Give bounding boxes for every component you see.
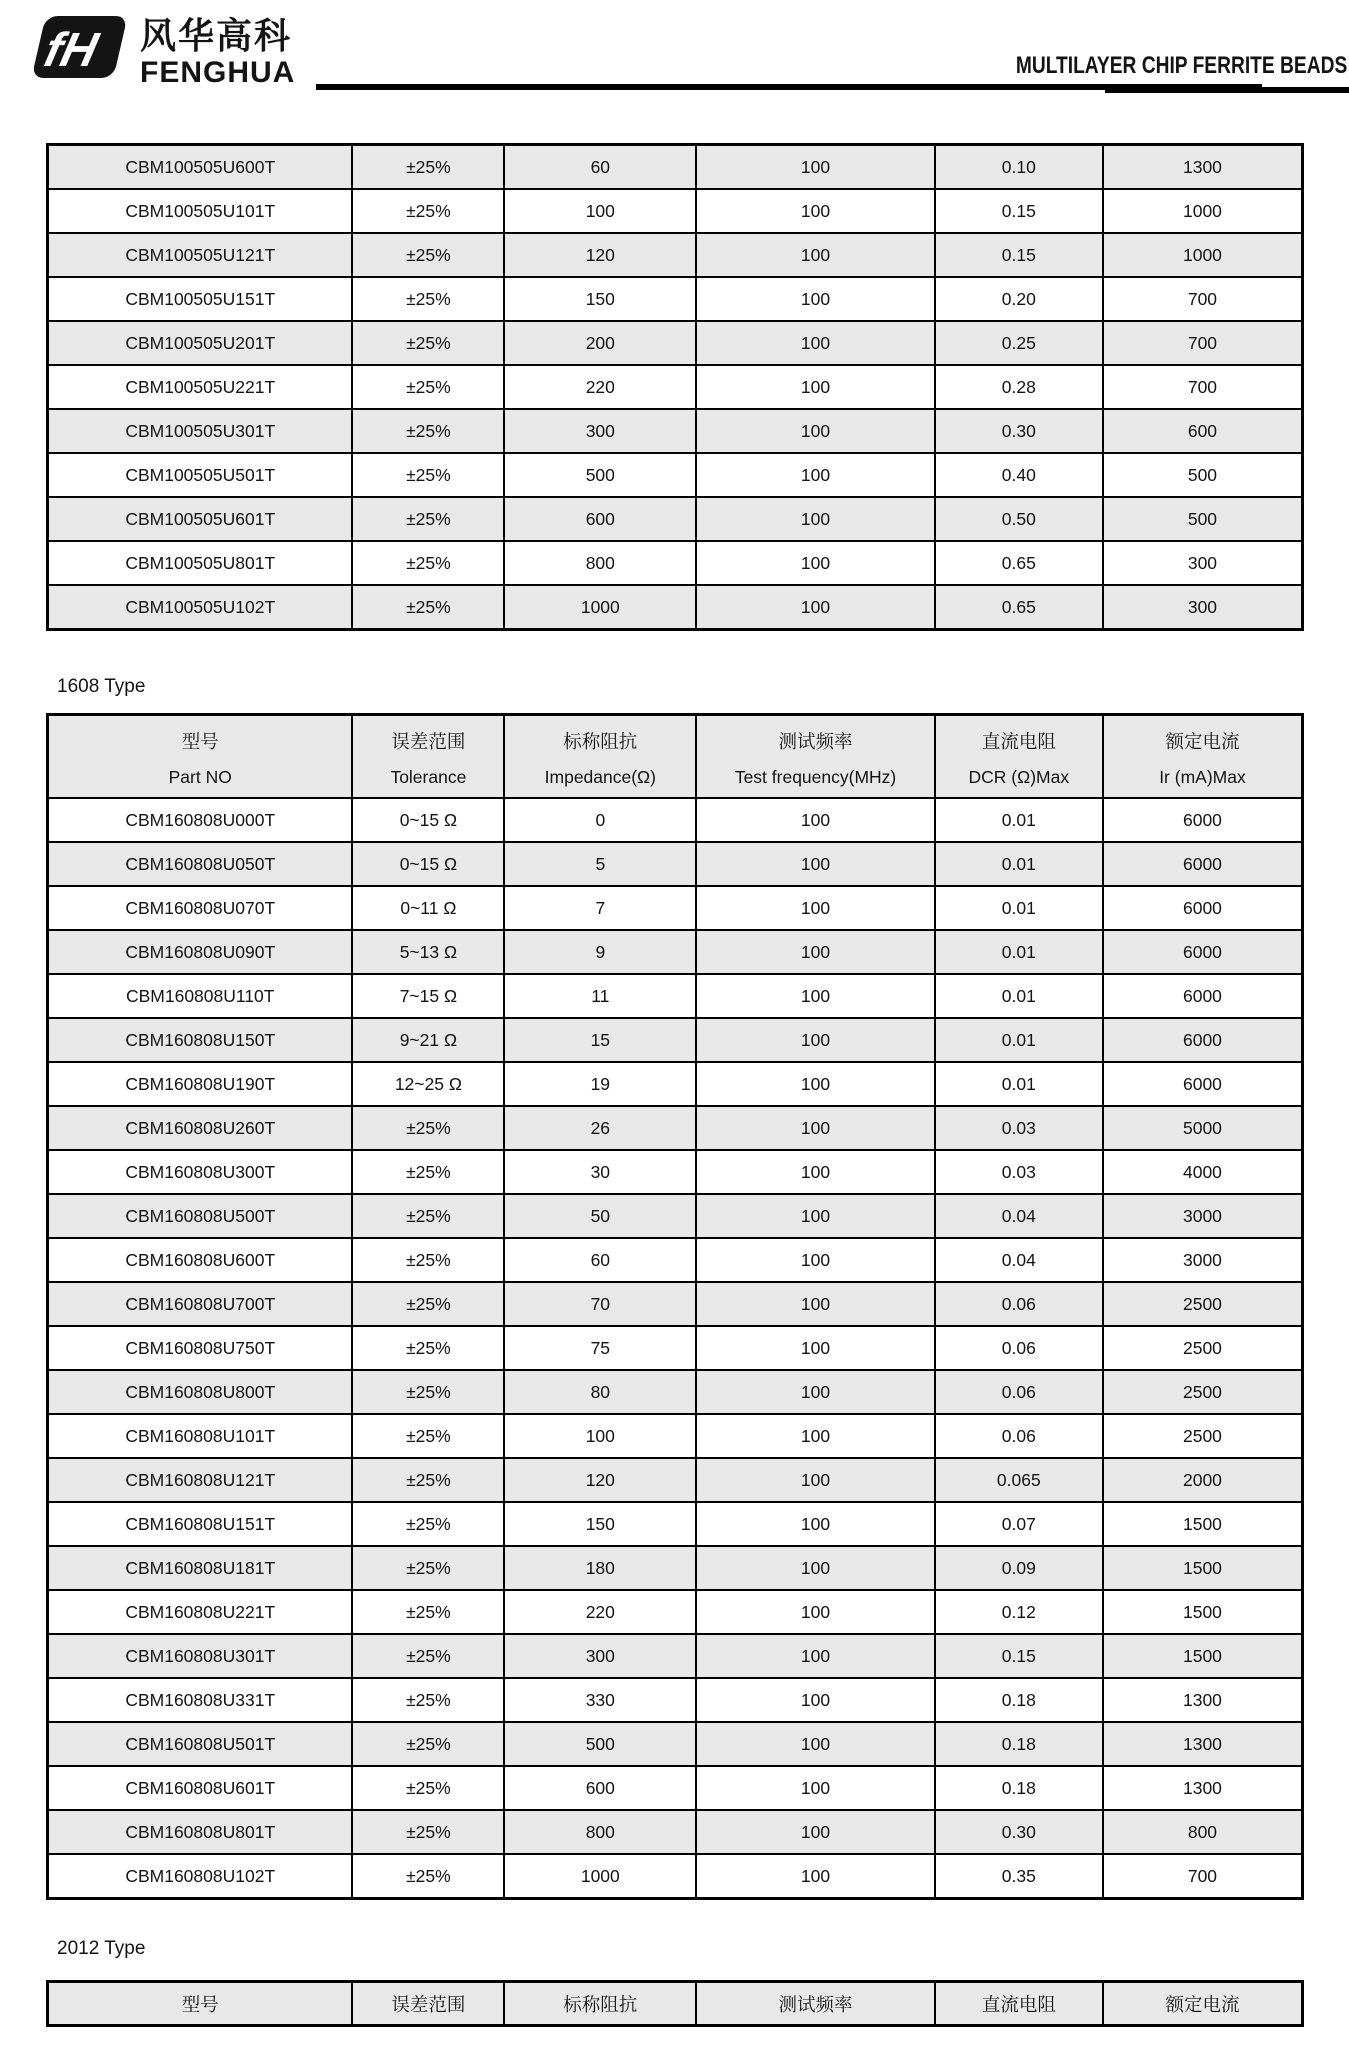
cell-dcr: 0.15 [935,1634,1103,1678]
cell-part-no: CBM160808U301T [48,1634,353,1678]
cell-dcr: 0.04 [935,1194,1103,1238]
cell-tolerance: ±25% [352,1722,504,1766]
cell-impedance: 200 [504,321,696,365]
cell-tolerance: ±25% [352,1326,504,1370]
table-row [48,1414,1303,1458]
cell-dcr: 0.07 [935,1502,1103,1546]
cell-test-frequency: 100 [696,1194,934,1238]
table-row [48,277,1303,321]
cell-test-frequency: 100 [696,1546,934,1590]
cell-impedance: 9 [504,930,696,974]
header-en: Part NO [168,767,232,787]
cell-rated-current: 1500 [1103,1590,1303,1634]
cell-tolerance: 9~21 Ω [352,1018,504,1062]
cell-dcr: 0.01 [935,1062,1103,1106]
cell-tolerance: ±25% [352,1106,504,1150]
cell-impedance: 15 [504,1018,696,1062]
table-row [48,1766,1303,1810]
table-row [48,1722,1303,1766]
header-en: Tolerance [390,767,467,787]
cell-impedance: 500 [504,1722,696,1766]
cell-rated-current: 700 [1103,365,1303,409]
cell-part-no: CBM160808U150T [48,1018,353,1062]
cell-impedance: 30 [504,1150,696,1194]
cell-part-no: CBM160808U190T [48,1062,353,1106]
header-cn: 型号 [181,731,219,752]
table-row [48,233,1303,277]
cell-part-no: CBM160808U801T [48,1810,353,1854]
cell-impedance: 75 [504,1326,696,1370]
table-row [48,1458,1303,1502]
table-row [48,1282,1303,1326]
table-1005-type [46,143,1304,631]
cell-dcr: 0.18 [935,1766,1103,1810]
cell-test-frequency: 100 [696,189,934,233]
cell-test-frequency: 100 [696,930,934,974]
cell-rated-current: 1500 [1103,1546,1303,1590]
column-header-part-no [48,715,353,799]
cell-part-no: CBM160808U750T [48,1326,353,1370]
cell-tolerance: 0~11 Ω [352,886,504,930]
cell-dcr: 0.18 [935,1678,1103,1722]
cell-dcr: 0.25 [935,321,1103,365]
cell-impedance: 60 [504,1238,696,1282]
cell-tolerance: 7~15 Ω [352,974,504,1018]
cell-part-no: CBM100505U601T [48,497,353,541]
cell-part-no: CBM160808U500T [48,1194,353,1238]
cell-rated-current: 700 [1103,277,1303,321]
cell-rated-current: 1300 [1103,1722,1303,1766]
cell-tolerance: ±25% [352,1414,504,1458]
brand-block [140,15,296,89]
cell-dcr: 0.20 [935,277,1103,321]
column-header-dcr [935,715,1103,799]
cell-tolerance: ±25% [352,1678,504,1722]
cell-test-frequency: 100 [696,497,934,541]
cell-impedance: 50 [504,1194,696,1238]
cell-part-no: CBM100505U600T [48,145,353,190]
cell-dcr: 0.04 [935,1238,1103,1282]
cell-rated-current: 6000 [1103,798,1303,842]
cell-dcr: 0.18 [935,1722,1103,1766]
cell-rated-current: 2000 [1103,1458,1303,1502]
cell-test-frequency: 100 [696,145,934,190]
cell-tolerance: ±25% [352,1150,504,1194]
cell-dcr: 0.09 [935,1546,1103,1590]
cell-rated-current: 800 [1103,1810,1303,1854]
cell-part-no: CBM100505U101T [48,189,353,233]
table-row [48,541,1303,585]
cell-impedance: 0 [504,798,696,842]
cell-test-frequency: 100 [696,1766,934,1810]
cell-dcr: 0.01 [935,842,1103,886]
header-cn: 额定电流 [1165,731,1240,752]
table-1608-type [46,713,1304,1900]
column-header-tolerance [352,715,504,799]
cell-test-frequency: 100 [696,1722,934,1766]
cell-dcr: 0.12 [935,1590,1103,1634]
table-row [48,1018,1303,1062]
cell-test-frequency: 100 [696,541,934,585]
cell-rated-current: 3000 [1103,1238,1303,1282]
cell-impedance: 300 [504,409,696,453]
cell-rated-current: 1000 [1103,189,1303,233]
cell-rated-current: 6000 [1103,842,1303,886]
cell-part-no: CBM160808U501T [48,1722,353,1766]
cell-impedance: 7 [504,886,696,930]
cell-dcr: 0.15 [935,233,1103,277]
cell-part-no: CBM160808U101T [48,1414,353,1458]
cell-rated-current: 6000 [1103,930,1303,974]
cell-tolerance: ±25% [352,1546,504,1590]
cell-rated-current: 3000 [1103,1194,1303,1238]
cell-part-no: CBM160808U151T [48,1502,353,1546]
column-header-rated-current [1103,715,1303,799]
brand-name-chinese: 风华高科 [140,15,293,56]
table-row [48,1150,1303,1194]
cell-tolerance: 0~15 Ω [352,798,504,842]
cell-dcr: 0.03 [935,1106,1103,1150]
section-label-1608: 1608 Type [57,676,146,697]
cell-impedance: 220 [504,365,696,409]
cell-test-frequency: 100 [696,1326,934,1370]
cell-impedance: 800 [504,1810,696,1854]
table-row [48,409,1303,453]
cell-dcr: 0.40 [935,453,1103,497]
cell-impedance: 800 [504,541,696,585]
cell-rated-current: 300 [1103,585,1303,630]
cell-rated-current: 1300 [1103,145,1303,190]
cell-test-frequency: 100 [696,1414,934,1458]
cell-test-frequency: 100 [696,1678,934,1722]
cell-impedance: 80 [504,1370,696,1414]
cell-rated-current: 6000 [1103,1018,1303,1062]
cell-tolerance: ±25% [352,1634,504,1678]
cell-dcr: 0.01 [935,974,1103,1018]
cell-dcr: 0.30 [935,1810,1103,1854]
cell-dcr: 0.50 [935,497,1103,541]
cell-part-no: CBM160808U221T [48,1590,353,1634]
column-header-impedance: 标称阻抗 [504,1982,696,2026]
table-row [48,1810,1303,1854]
cell-test-frequency: 100 [696,453,934,497]
cell-test-frequency: 100 [696,886,934,930]
cell-impedance: 150 [504,1502,696,1546]
cell-test-frequency: 100 [696,1458,934,1502]
cell-impedance: 120 [504,233,696,277]
cell-tolerance: ±25% [352,1854,504,1899]
cell-part-no: CBM160808U090T [48,930,353,974]
cell-tolerance: ±25% [352,1810,504,1854]
cell-test-frequency: 100 [696,1502,934,1546]
cell-rated-current: 2500 [1103,1414,1303,1458]
table-row [48,798,1303,842]
cell-rated-current: 700 [1103,1854,1303,1899]
cell-tolerance: ±25% [352,1502,504,1546]
cell-impedance: 100 [504,1414,696,1458]
cell-rated-current: 1500 [1103,1502,1303,1546]
table-row [48,1238,1303,1282]
cell-tolerance: ±25% [352,1590,504,1634]
cell-dcr: 0.30 [935,409,1103,453]
cell-tolerance: ±25% [352,1370,504,1414]
cell-impedance: 5 [504,842,696,886]
cell-dcr: 0.06 [935,1282,1103,1326]
cell-rated-current: 2500 [1103,1282,1303,1326]
cell-dcr: 0.01 [935,886,1103,930]
table-row [48,1546,1303,1590]
cell-rated-current: 500 [1103,453,1303,497]
cell-rated-current: 600 [1103,409,1303,453]
table-row [48,1370,1303,1414]
table-row [48,189,1303,233]
cell-test-frequency: 100 [696,974,934,1018]
cell-part-no: CBM160808U110T [48,974,353,1018]
cell-tolerance: ±25% [352,145,504,190]
cell-rated-current: 2500 [1103,1370,1303,1414]
cell-rated-current: 1300 [1103,1678,1303,1722]
table-row [48,321,1303,365]
cell-tolerance: ±25% [352,1238,504,1282]
cell-test-frequency: 100 [696,1590,934,1634]
table-row [48,1062,1303,1106]
cell-tolerance: ±25% [352,585,504,630]
cell-impedance: 150 [504,277,696,321]
cell-part-no: CBM160808U102T [48,1854,353,1899]
cell-test-frequency: 100 [696,1018,934,1062]
cell-tolerance: ±25% [352,277,504,321]
cell-rated-current: 1300 [1103,1766,1303,1810]
cell-test-frequency: 100 [696,365,934,409]
cell-part-no: CBM160808U800T [48,1370,353,1414]
cell-test-frequency: 100 [696,585,934,630]
table-row [48,1194,1303,1238]
cell-test-frequency: 100 [696,842,934,886]
cell-test-frequency: 100 [696,1106,934,1150]
cell-test-frequency: 100 [696,1238,934,1282]
cell-dcr: 0.01 [935,930,1103,974]
cell-dcr: 0.03 [935,1150,1103,1194]
cell-impedance: 220 [504,1590,696,1634]
column-header-dcr: 直流电阻 [935,1982,1103,2026]
cell-part-no: CBM100505U801T [48,541,353,585]
cell-test-frequency: 100 [696,798,934,842]
table-row [48,1678,1303,1722]
registered-trademark-icon: ® [113,14,125,31]
table-row [48,145,1303,190]
table-row [48,1854,1303,1899]
cell-dcr: 0.10 [935,145,1103,190]
column-header-tolerance: 误差范围 [352,1982,504,2026]
cell-tolerance: 0~15 Ω [352,842,504,886]
cell-dcr: 0.15 [935,189,1103,233]
cell-rated-current: 1500 [1103,1634,1303,1678]
cell-dcr: 0.01 [935,1018,1103,1062]
cell-part-no: CBM100505U501T [48,453,353,497]
cell-dcr: 0.65 [935,585,1103,630]
cell-tolerance: ±25% [352,189,504,233]
cell-part-no: CBM160808U070T [48,886,353,930]
cell-tolerance: ±25% [352,453,504,497]
page-title: MULTILAYER CHIP FERRITE BEADS [1015,52,1347,79]
column-header-test-frequency: 测试频率 [696,1982,934,2026]
cell-impedance: 19 [504,1062,696,1106]
cell-test-frequency: 100 [696,1062,934,1106]
table-header-row [48,715,1303,799]
cell-rated-current: 700 [1103,321,1303,365]
table-row [48,1106,1303,1150]
column-header-impedance [504,715,696,799]
header-en: Ir (mA)Max [1159,767,1246,787]
cell-test-frequency: 100 [696,233,934,277]
cell-impedance: 300 [504,1634,696,1678]
cell-dcr: 0.06 [935,1370,1103,1414]
cell-dcr: 0.28 [935,365,1103,409]
cell-dcr: 0.065 [935,1458,1103,1502]
brand-name-english: FENGHUA [140,56,296,89]
cell-rated-current: 4000 [1103,1150,1303,1194]
cell-dcr: 0.35 [935,1854,1103,1899]
column-header-rated-current: 额定电流 [1103,1982,1303,2026]
cell-impedance: 600 [504,497,696,541]
cell-dcr: 0.06 [935,1414,1103,1458]
cell-part-no: CBM160808U260T [48,1106,353,1150]
cell-part-no: CBM160808U600T [48,1238,353,1282]
table-row [48,1502,1303,1546]
cell-rated-current: 6000 [1103,886,1303,930]
table-row [48,1590,1303,1634]
cell-part-no: CBM100505U301T [48,409,353,453]
cell-test-frequency: 100 [696,1634,934,1678]
cell-impedance: 60 [504,145,696,190]
cell-tolerance: ±25% [352,1282,504,1326]
cell-tolerance: ±25% [352,1194,504,1238]
column-header-part-no: 型号 [48,1982,353,2026]
cell-impedance: 600 [504,1766,696,1810]
cell-dcr: 0.01 [935,798,1103,842]
cell-dcr: 0.06 [935,1326,1103,1370]
cell-tolerance: 5~13 Ω [352,930,504,974]
cell-impedance: 500 [504,453,696,497]
cell-part-no: CBM100505U201T [48,321,353,365]
cell-test-frequency: 100 [696,409,934,453]
header-cn: 误差范围 [391,731,466,752]
table-row [48,930,1303,974]
cell-dcr: 0.65 [935,541,1103,585]
cell-rated-current: 6000 [1103,974,1303,1018]
cell-test-frequency: 100 [696,1282,934,1326]
cell-part-no: CBM100505U102T [48,585,353,630]
cell-impedance: 1000 [504,1854,696,1899]
cell-impedance: 100 [504,189,696,233]
table-header-row [48,1982,1303,2026]
svg-text:fH: fH [39,23,103,77]
cell-rated-current: 300 [1103,541,1303,585]
table-row [48,585,1303,630]
cell-impedance: 11 [504,974,696,1018]
cell-rated-current: 6000 [1103,1062,1303,1106]
cell-impedance: 180 [504,1546,696,1590]
cell-tolerance: ±25% [352,497,504,541]
cell-part-no: CBM100505U121T [48,233,353,277]
table-row [48,1634,1303,1678]
header-cn: 测试频率 [778,731,853,752]
cell-test-frequency: 100 [696,321,934,365]
table-row [48,365,1303,409]
cell-impedance: 330 [504,1678,696,1722]
fenghua-logo-icon [24,6,144,84]
cell-test-frequency: 100 [696,277,934,321]
cell-rated-current: 5000 [1103,1106,1303,1150]
cell-test-frequency: 100 [696,1150,934,1194]
table-2012-type [46,1980,1304,2027]
header-en: Test frequency(MHz) [734,767,897,787]
table-row [48,1326,1303,1370]
cell-tolerance: ±25% [352,1766,504,1810]
cell-tolerance: ±25% [352,409,504,453]
table-row [48,497,1303,541]
cell-tolerance: 12~25 Ω [352,1062,504,1106]
cell-tolerance: ±25% [352,365,504,409]
cell-part-no: CBM160808U050T [48,842,353,886]
cell-part-no: CBM100505U221T [48,365,353,409]
header-cn: 标称阻抗 [563,731,638,752]
table-row [48,886,1303,930]
header-en: Impedance(Ω) [544,767,656,787]
section-label-2012: 2012 Type [57,1938,146,1959]
cell-tolerance: ±25% [352,541,504,585]
cell-tolerance: ±25% [352,233,504,277]
table-row [48,842,1303,886]
cell-part-no: CBM160808U700T [48,1282,353,1326]
cell-part-no: CBM160808U601T [48,1766,353,1810]
cell-test-frequency: 100 [696,1370,934,1414]
cell-test-frequency: 100 [696,1810,934,1854]
table-row [48,974,1303,1018]
cell-impedance: 120 [504,1458,696,1502]
cell-part-no: CBM160808U300T [48,1150,353,1194]
cell-tolerance: ±25% [352,321,504,365]
table-row [48,453,1303,497]
cell-part-no: CBM160808U000T [48,798,353,842]
cell-impedance: 1000 [504,585,696,630]
cell-part-no: CBM100505U151T [48,277,353,321]
cell-tolerance: ±25% [352,1458,504,1502]
cell-rated-current: 2500 [1103,1326,1303,1370]
header-divider-right [1105,87,1349,93]
cell-impedance: 70 [504,1282,696,1326]
cell-rated-current: 500 [1103,497,1303,541]
cell-impedance: 26 [504,1106,696,1150]
cell-rated-current: 1000 [1103,233,1303,277]
header-cn: 直流电阻 [981,731,1056,752]
cell-test-frequency: 100 [696,1854,934,1899]
header-en: DCR (Ω)Max [968,767,1070,787]
cell-part-no: CBM160808U181T [48,1546,353,1590]
cell-part-no: CBM160808U121T [48,1458,353,1502]
cell-part-no: CBM160808U331T [48,1678,353,1722]
column-header-test-frequency [696,715,934,799]
